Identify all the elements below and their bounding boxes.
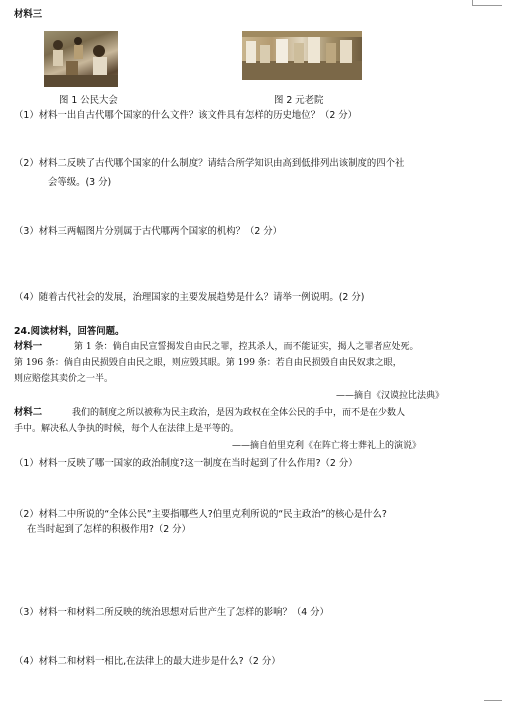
figure-1-image: [44, 31, 118, 87]
question-4: （4）随着古代社会的发展，治理国家的主要发展趋势是什么？请举一例说明。(2 分): [14, 292, 365, 303]
crop-mark-bottom-right-h: [484, 700, 502, 701]
figure-2-image: [242, 31, 362, 80]
q24-question-2-line-2: 在当时起到了怎样的积极作用?（2 分）: [27, 524, 191, 535]
crop-mark-top-right-h: [472, 5, 502, 6]
material2-line-1: 我们的制度之所以被称为民主政治，是因为政权在全体公民的手中，而不是在少数人: [72, 408, 406, 418]
figure-1-caption: 图 1 公民大会: [59, 95, 118, 106]
q24-question-3: （3）材料一和材料二所反映的统治思想对后世产生了怎样的影响？（4 分）: [14, 607, 329, 618]
material1-source: ——摘自《汉谟拉比法典》: [336, 391, 445, 401]
q24-question-1: （1）材料一反映了哪一国家的政治制度?这一制度在当时起到了什么作用?（2 分）: [14, 458, 358, 469]
question-1: （1）材料一出自古代哪个国家的什么文件？该文件具有怎样的历史地位？（2 分）: [14, 110, 358, 121]
material1-line-1: 第 1 条：倘自由民宣誓揭发自由民之罪，控其杀人，而不能证实，揭人之罪者应处死。: [74, 342, 419, 352]
question-2-line-1: （2）材料二反映了古代哪个国家的什么制度？请结合所学知识由高到低排列出该制度的四个社: [14, 158, 405, 169]
q24-question-4: （4）材料二和材料一相比,在法律上的最大进步是什么?（2 分）: [14, 656, 281, 667]
material1-line-2: 第 196 条：倘自由民损毁自由民之眼，则应毁其眼。第 199 条：若自由民损毁自由民奴隶之眼，: [14, 358, 402, 368]
material1-line-3: 则应赔偿其卖价之一半。: [14, 374, 114, 384]
q24-title: 24.阅读材料，回答问题。: [14, 326, 125, 337]
question-3: （3）材料三两幅图片分别属于古代哪两个国家的机构？（2 分）: [14, 226, 283, 237]
material3-heading: 材料三: [14, 9, 43, 20]
q24-question-2-line-1: （2）材料二中所说的“全体公民”主要指哪些人?伯里克利所说的“民主政治”的核心是什么?: [14, 509, 387, 520]
material2-label: 材料二: [14, 407, 43, 418]
figure-2-caption: 图 2 元老院: [274, 95, 324, 106]
question-2-line-2: 会等级。(3 分): [48, 177, 112, 188]
material2-line-2: 手中。解决私人争执的时候，每个人在法律上是平等的。: [14, 424, 240, 434]
material1-label: 材料一: [14, 341, 43, 352]
material2-source: ——摘自伯里克利《在阵亡将士葬礼上的演说》: [232, 441, 422, 451]
